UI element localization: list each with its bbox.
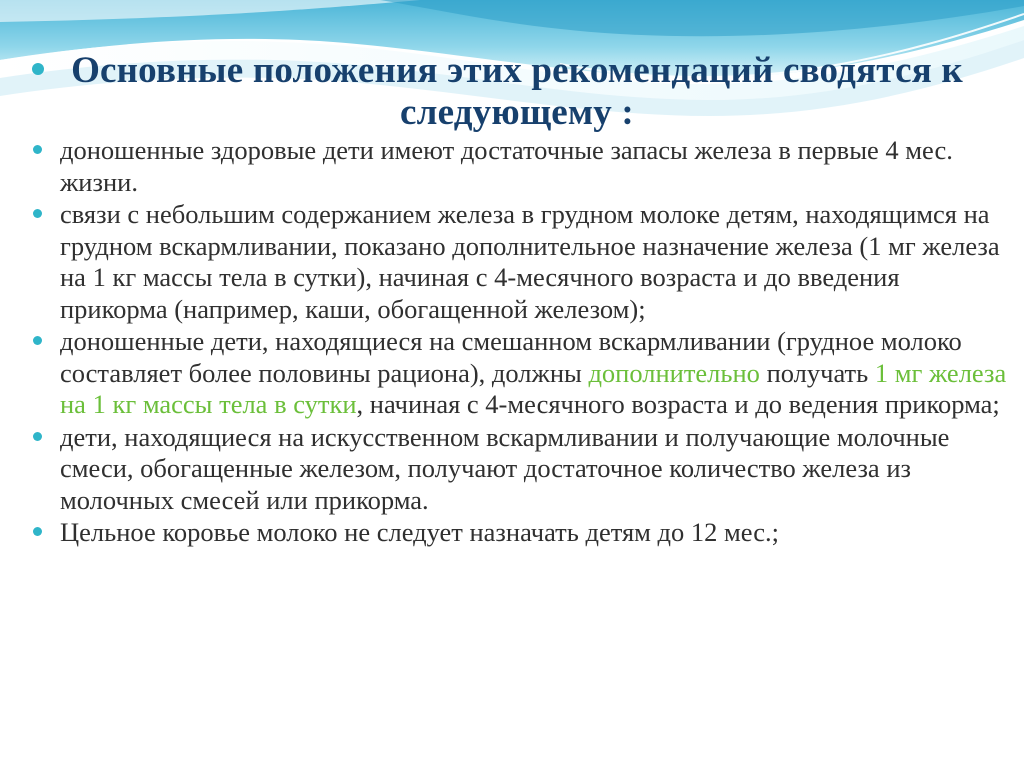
teal-dot-icon <box>33 527 42 536</box>
list-item-text: связи с небольшим содержанием железа в грудном молоке детям, находящимся на грудном вскармливании, показано дополнительное назначение железа (1 мг железа на 1 кг массы тела в сутки), начиная с 4-месячного возраста и до введения прикорма (например, каши, обогащенной железом); <box>60 199 1000 324</box>
list-item <box>32 135 1007 198</box>
list-item-text: получать <box>759 357 875 388</box>
list-item-text: , начиная с 4-месячного возраста и до ведения прикорма; <box>356 389 1000 419</box>
teal-dot-icon <box>33 432 42 441</box>
list-item-text: дети, находящиеся на искусственном вскармливании и получающие молочные смеси, обогащенные железом, получают достаточное количество железа из молочных смесей или прикорма. <box>60 421 950 515</box>
highlighted-dose-text: 1 мг железа на 1 кг массы тела в сутки <box>60 357 1007 419</box>
list-item-text: Цельное коровье молоко не следует назначать детям до 12 мес.; <box>60 517 779 547</box>
list-item-text: доношенные здоровые дети имеют достаточные запасы железа в первые 4 мес. жизни. <box>60 135 953 197</box>
slide-title: Основные положения этих рекомендаций сводятся к следующему : <box>71 50 963 133</box>
list-item <box>32 422 1007 517</box>
teal-dot-icon <box>33 145 42 154</box>
list-item <box>32 199 1007 325</box>
title-bullet-icon <box>32 63 44 75</box>
teal-dot-icon <box>33 336 42 345</box>
teal-dot-icon <box>33 209 42 218</box>
bullet-list <box>32 135 1007 550</box>
list-item <box>32 517 1007 549</box>
list-item <box>32 326 1007 421</box>
title-row <box>32 50 1002 134</box>
list-item-text: доношенные дети, находящиеся на смешанном вскармливании (грудное молоко составляет более половины рациона), должны <box>60 326 962 388</box>
highlighted-text: дополнительно <box>588 357 760 388</box>
